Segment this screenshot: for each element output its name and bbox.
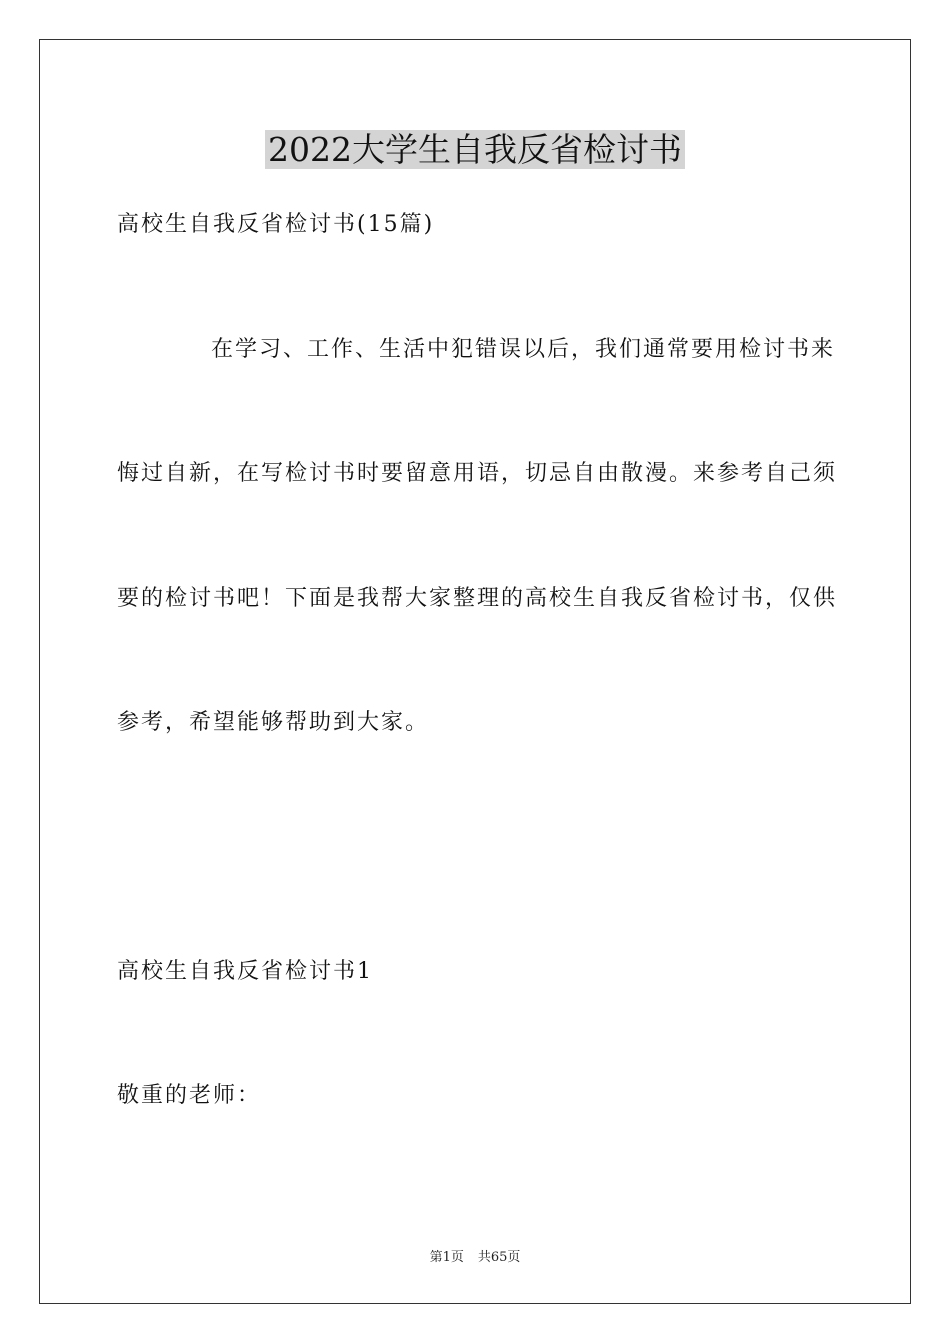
intro-line-1: 在学习、工作、生活中犯错误以后，我们通常要用检讨书来 (211, 337, 836, 362)
page-number: 第1页 (429, 1250, 464, 1265)
intro-line-3: 要的检讨书吧！下面是我帮大家整理的高校生自我反省检讨书，仅供 (117, 586, 838, 611)
salutation: 敬重的老师： (117, 1083, 262, 1108)
page-total: 共65页 (477, 1250, 521, 1265)
document-title-text: 2022大学生自我反省检讨书 (265, 130, 685, 169)
document-subtitle: 高校生自我反省检讨书(15篇) (117, 212, 435, 237)
intro-line-2: 悔过自新，在写检讨书时要留意用语，切忌自由散漫。来参考自己须 (117, 461, 838, 486)
document-title (0, 128, 950, 172)
page-footer (0, 1249, 950, 1267)
section-heading: 高校生自我反省检讨书1 (117, 959, 373, 984)
intro-line-4: 参考，希望能够帮助到大家。 (117, 710, 430, 735)
